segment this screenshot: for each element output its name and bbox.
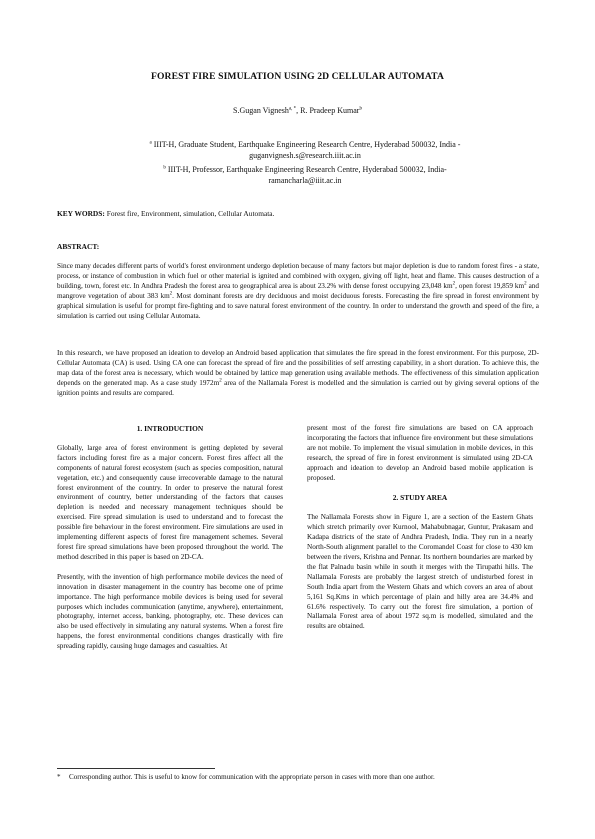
abstract-text: and mangrove vegetation of about 383 km: [57, 281, 539, 300]
footnote: [57, 773, 539, 783]
abstract-text: In this research, we have proposed an ideation to develop an Android based application that simulates the fire spread in the forest environment. For this purpose, 2D-Cellular Automata (CA) is used. Using CA one can forecast the spread of fire and the possibilities of self arresting capability, in a short duration. To achieve this, the map data of the forest area is necessary, which would be obtained by lattice map generation using available methods. The effectiveness of this simulation application depends on the generated map. As a case study 1972m: [57, 349, 539, 387]
superscript: 2: [452, 281, 456, 287]
keywords: [57, 209, 542, 218]
right-column: [307, 424, 533, 632]
abstract-text: , open forest 19,859 km: [455, 281, 525, 290]
superscript: 2: [169, 291, 173, 297]
section-introduction: [57, 424, 283, 652]
abstract-text: Since many decades different parts of world's forest environment undergo depletion because of many factors but major depletion is due to random forest fires - a state, process, or instance of combustion in which fuel or other material is ignited and combined with oxygen, giving off light, heat and flame. This causes destruction of a building, town, forest etc. In Andhra Pradesh the forest area to geographical area is about 23.2% with dense forest occupying 23,048 km: [57, 262, 539, 290]
abstract-text: . Most dominant forests are dry deciduous and moist deciduous forests. Forecasting the fire spread in forest environment by graphical simulation is useful for prompt fire-fighting and to save natural forest environment of the country. In order to understand the growth and speed of the fire, a simulation is carried out using Cellular Automata.: [57, 291, 539, 320]
body-paragraph: Globally, large area of forest environment is getting depleted by several factors including forest fire as a major concern. Forest fires affect all the components of natural forest ecosystem (such as species composition, natural vegetation, etc.) and consequently cause irrecoverable damage to the natural forest environment of the country. In order to preserve the natural forest environment of country, better understanding of the factors that causes depletion is needed and necessary management techniques should be exercised. Fire spread simulation is used to understand and to forecast the possible fire behaviour in the forest environment. Fire simulations are used in implementing different aspects of forest fire management schemes. Several forest fire spread simulations have been proposed throughout the world. The method described in this paper is based on 2D-CA.: [57, 443, 283, 561]
paper-title: FOREST FIRE SIMULATION USING 2D CELLULAR AUTOMATA: [151, 71, 444, 82]
abstract-text: area of the Nallamala Forest is modelled and the simulation is carried out by giving several options of the ignition points and results are compared.: [57, 378, 539, 397]
author-name: S.Gugan Vignesh: [233, 106, 289, 115]
body-paragraph: present most of the forest fire simulations are based on CA approach incorporating the factors that influence fire environment but these simulations are not mobile. To implement the visual simulation in mobile devices, in this research, the spread of fire in forest environment is simulated using 2D-CA approach and ideation to develop an Android based mobile application is proposed.: [307, 424, 533, 482]
affiliation-line: IIIT-H, Professor, Earthquake Engineering Research Centre, Hyderabad 500032, India-: [167, 165, 447, 174]
body-paragraph: The Nallamala Forests show in Figure 1, are a section of the Eastern Ghats which stretch primarily over Kurnool, Mahabubnagar, Guntur, Prakasam and Kadapa districts of the state of Andhra Pradesh, India. They run in a nearly North-South alignment parallel to the Coromandel Coast for close to 430 km between the rivers, Krishna and Pennar. Its northern boundaries are marked by the flat Palnadu basin while in south it merges with the Tirupathi hills. The Nallamala Forests are probably the largest stretch of undisturbed forest in South India apart from the Western Ghats and which covers an area of about 5,161 Sq.Kms in which percentage of plain and hilly area are 34.4% and 61.6% respectively. To carry out the forest fire simulation, a portion of Nallamala Forest area of about 1972 sq.m is modelled, simulated and the results are obtained.: [307, 513, 533, 631]
keywords-label: KEY WORDS:: [57, 209, 105, 218]
footnote-text: Corresponding author. This is useful to know for communication with the appropriate person in cases with more than one author.: [69, 773, 435, 781]
abstract-paragraph: [57, 349, 539, 399]
footnote-rule: [57, 768, 215, 769]
section-heading: 2. STUDY AREA: [392, 493, 448, 503]
superscript: 2: [219, 378, 222, 384]
affiliation-superscript: b: [163, 165, 166, 171]
affiliation: [120, 139, 490, 161]
abstract-heading: ABSTRACT:: [57, 242, 100, 251]
author-line: [0, 106, 595, 115]
keywords-text: Forest fire, Environment, simulation, Cellular Automata.: [106, 209, 275, 218]
author-separator: ,: [296, 106, 301, 115]
affiliation: [120, 164, 490, 186]
affiliation-email: ramancharla@iiit.ac.in: [268, 176, 342, 185]
section-heading: 1. INTRODUCTION: [136, 424, 204, 433]
abstract-paragraph: [57, 262, 539, 321]
superscript: 2: [524, 281, 527, 287]
author-superscript: a, *: [288, 106, 297, 112]
footnote-mark: *: [57, 773, 61, 781]
body-paragraph: Presently, with the invention of high performance mobile devices the need of innovation in disaster management in the country has become one of prime importance. The high performance mobile devices is being used for several purposes which includes communication (anytime, anywhere), entertainment, photography, internet access, banking, photography, etc. These devices can also be used effectively in simulating any natural systems. When a forest fire happens, the forest environmental conditions changes drastically with fire spreading rapidly, causing huge damages and casualties. At: [57, 572, 283, 651]
affiliation-line: IIIT-H, Graduate Student, Earthquake Engineering Research Centre, Hyderabad 500032, India -: [153, 140, 461, 149]
affiliation-superscript: a: [149, 140, 152, 146]
affiliation-email: guganvignesh.s@research.iiit.ac.in: [249, 151, 361, 160]
author-name: R. Pradeep Kumar: [300, 106, 360, 115]
author-superscript: b: [359, 106, 362, 112]
